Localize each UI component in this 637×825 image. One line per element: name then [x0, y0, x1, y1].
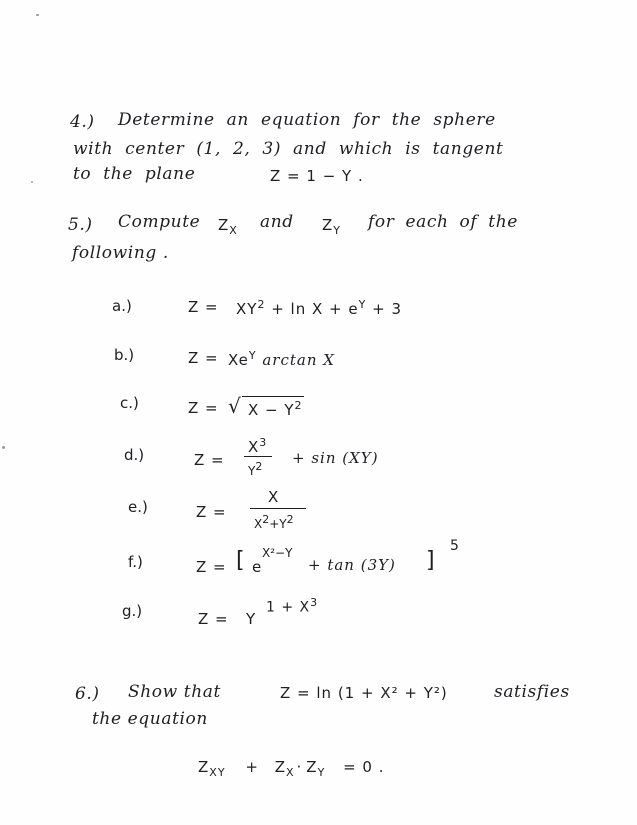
zx-subscript: X — [229, 224, 238, 237]
problem-5-rest: for each of the — [368, 212, 518, 232]
part-d-num-exp: 3 — [259, 436, 268, 449]
part-c-lhs: Z = — [188, 399, 219, 417]
part-c-radicand — [248, 399, 303, 419]
part-d-label: d.) — [124, 446, 145, 464]
final-z-y: Z — [306, 758, 318, 776]
problem-5-number: 5.) — [68, 215, 93, 235]
part-b-exp: Y — [248, 349, 257, 362]
problem-4-line-1: Determine an equation for the sphere — [118, 110, 496, 130]
part-d-numerator — [248, 436, 267, 456]
part-f-right-bracket: ] — [426, 548, 435, 573]
problem-6-final-equation — [198, 758, 385, 779]
part-g-exponent — [266, 596, 318, 616]
part-e-label: e.) — [128, 498, 148, 516]
final-z-x: Z — [274, 758, 286, 776]
final-equals-zero: = 0 . — [343, 758, 385, 776]
final-z-x-sub: X — [285, 766, 295, 779]
scan-speck — [2, 446, 5, 449]
problem-4-line-3: to the plane — [73, 164, 196, 184]
zx-base: Z — [218, 216, 230, 234]
part-d-num: X — [248, 438, 260, 456]
part-c-radical-sign: √ — [228, 394, 242, 418]
problem-6-satisfies: satisfies — [494, 682, 570, 702]
problem-4-line-2: with center (1, 2, 3) and which is tangent — [73, 139, 504, 159]
part-f-label: f.) — [128, 553, 143, 571]
problem-5-line-2: following . — [72, 243, 169, 263]
scan-speck — [31, 181, 33, 183]
zy-base: Z — [322, 216, 334, 234]
problem-4-plane-equation: Z = 1 − Y . — [270, 167, 364, 185]
part-f-outer-exponent: 5 — [450, 538, 459, 554]
part-e-den-exp-2: 2 — [286, 513, 294, 526]
part-e-den-mid: +Y — [269, 517, 287, 531]
part-c-label: c.) — [120, 394, 139, 412]
problem-5-zy — [322, 216, 341, 237]
part-d-den-exp: 2 — [255, 460, 263, 473]
part-b-lhs: Z = — [188, 349, 219, 367]
part-e-fraction-bar — [250, 508, 306, 509]
part-c-radicand-exp: 2 — [294, 399, 303, 412]
problem-5-zx — [218, 216, 238, 237]
part-e-numerator: X — [268, 488, 280, 506]
problem-5-and: and — [260, 212, 294, 232]
part-f-plus-tan: + tan (3Y) — [308, 556, 396, 574]
part-g-exp: 1 + X — [266, 599, 311, 616]
part-d-den: Y — [248, 464, 256, 478]
part-d-denominator — [248, 460, 262, 478]
part-g-base: Y — [246, 610, 257, 628]
scan-speck — [36, 14, 39, 16]
final-dot: · — [296, 758, 303, 776]
part-a-exp: 2 — [257, 298, 266, 311]
final-z-xy: Z — [198, 758, 210, 776]
part-f-left-bracket: [ — [236, 548, 245, 573]
part-a-expr-pre: XY — [236, 300, 258, 318]
part-g-exp-exp: 3 — [310, 596, 319, 609]
problem-6-show-that: Show that — [128, 682, 221, 702]
part-d-rest: + sin (XY) — [292, 449, 379, 467]
part-c-radicand-pre: X − Y — [248, 401, 295, 419]
part-d-fraction-bar — [244, 456, 272, 457]
problem-6-equation: Z = ln (1 + X² + Y²) — [280, 684, 448, 702]
part-d-lhs: Z = — [194, 451, 225, 469]
part-b-label: b.) — [114, 346, 135, 364]
part-a-lhs: Z = — [188, 298, 219, 316]
part-e-denominator — [254, 513, 294, 531]
problem-4-number: 4.) — [70, 112, 95, 132]
part-g-lhs: Z = — [198, 610, 229, 628]
part-a-expr-post: + 3 — [366, 300, 402, 318]
part-a-exp-2: Y — [358, 298, 367, 311]
part-f-lhs: Z = — [196, 558, 227, 576]
part-f-e-exponent: X²−Y — [262, 546, 293, 560]
part-a-label: a.) — [112, 297, 132, 315]
final-plus: + — [245, 758, 259, 776]
final-z-y-sub: Y — [317, 766, 326, 779]
part-a-expr-mid: + ln X + e — [265, 300, 359, 318]
problem-6-line-2: the equation — [92, 709, 208, 729]
part-e-den-exp: 2 — [262, 513, 270, 526]
part-a-expression — [236, 298, 402, 318]
part-b-expr-post: arctan X — [256, 351, 335, 369]
part-e-lhs: Z = — [196, 503, 227, 521]
part-b-expression — [228, 349, 335, 369]
part-c-vinculum — [242, 396, 304, 397]
part-f-e: e — [252, 558, 263, 576]
part-g-label: g.) — [122, 602, 143, 620]
part-e-den-pre: X — [254, 517, 263, 531]
problem-5-compute: Compute — [118, 212, 201, 232]
part-b-expr-pre: Xe — [228, 351, 249, 369]
zy-subscript: Y — [333, 224, 342, 237]
problem-6-number: 6.) — [75, 684, 100, 704]
final-z-xy-sub: XY — [209, 766, 226, 779]
